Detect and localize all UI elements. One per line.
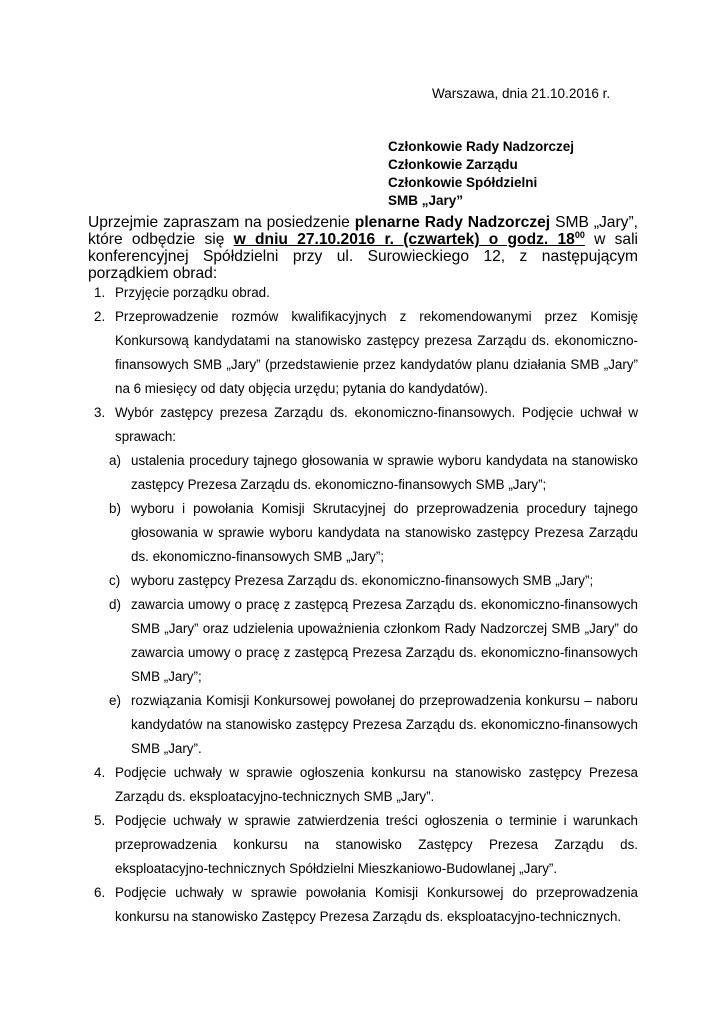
agenda-item — [88, 281, 638, 305]
agenda-item — [88, 305, 638, 401]
recipient-line: Członkowie Spółdzielni — [388, 175, 538, 190]
intro-text: Uprzejmie zapraszam na posiedzenie — [88, 214, 355, 231]
agenda-item-number: 5. — [94, 813, 106, 828]
subitem-letter: d) — [109, 597, 121, 612]
recipient-line: SMB „Jary” — [388, 193, 464, 208]
agenda-item-text: Wybór zastępcy prezesa Zarządu ds. ekonomiczno-finansowych. Podjęcie uchwał w sprawach: — [115, 405, 638, 444]
subitem-text: zawarcia umowy o pracę z zastępcą Prezesa Zarządu ds. ekonomiczno-finansowych SMB „Jary” oraz udzielenia upoważnienia członkom Rady Nadzorczej SMB „Jary” do zawarcia umowy o pracę z zastępcą Prezesa Zarządu ds. ekonomiczno-finansowych SMB „Jary”; — [131, 597, 638, 684]
agenda-subitem — [109, 689, 638, 761]
intro-text: w sali konferencyjnej Spółdzielni przy ul. Surowieckiego 12, z następującym porządkiem obrad: — [88, 231, 638, 282]
agenda-item-text: Podjęcie uchwały w sprawie powołania Komisji Konkursowej do przeprowadzenia konkursu na stanowisko Zastępcy Prezesa Zarządu ds. eksploatacyjno-technicznych. — [115, 885, 638, 924]
intro-text: SMB „Jary”, które odbędzie się — [88, 214, 638, 248]
agenda-sublist — [109, 449, 638, 761]
agenda-item-number: 2. — [94, 309, 106, 324]
date-line: Warszawa, dnia 21.10.2016 r. — [432, 86, 611, 101]
agenda-item-number: 6. — [94, 885, 106, 900]
agenda-item — [88, 401, 638, 761]
agenda-subitem — [109, 569, 638, 593]
agenda-list — [88, 281, 638, 929]
meeting-type: plenarne Rady Nadzorczej — [354, 214, 551, 231]
agenda-item — [88, 881, 638, 929]
recipient-line: Członkowie Zarządu — [388, 157, 518, 172]
recipient-line: Członkowie Rady Nadzorczej — [388, 139, 575, 154]
subitem-letter: b) — [109, 501, 121, 516]
subitem-letter: e) — [109, 693, 121, 708]
agenda-item-number: 4. — [94, 765, 106, 780]
recipients-block — [388, 138, 574, 210]
subitem-text: ustalenia procedury tajnego głosowania w sprawie wyboru kandydata na stanowisko zastępcy Prezesa Zarządu ds. ekonomiczno-finansowych SMB „Jary”; — [131, 453, 638, 492]
subitem-letter: c) — [109, 573, 121, 588]
agenda-subitem — [109, 593, 638, 689]
agenda-subitem — [109, 449, 638, 497]
agenda-item-number: 3. — [94, 405, 106, 420]
time-minutes: 00 — [574, 229, 585, 240]
agenda-item-number: 1. — [94, 285, 106, 300]
agenda-subitem — [109, 497, 638, 569]
agenda-item-text: Podjęcie uchwały w sprawie ogłoszenia konkursu na stanowisko zastępcy Prezesa Zarządu ds. eksploatacyjno-technicznych SMB „Jary”. — [115, 765, 638, 804]
agenda-item-text: Podjęcie uchwały w sprawie zatwierdzenia treści ogłoszenia o terminie i warunkach przeprowadzenia konkursu na stanowisko Zastępcy Prezesa Zarządu ds. eksploatacyjno-technicznych Spółdzielni Mieszkaniowo-Budowlanej „Jary”. — [115, 813, 638, 876]
agenda-item — [88, 761, 638, 809]
subitem-letter: a) — [109, 453, 121, 468]
agenda-item-text: Przyjęcie porządku obrad. — [115, 285, 270, 300]
subitem-text: rozwiązania Komisji Konkursowej powołanej do przeprowadzenia konkursu – naboru kandydatów na stanowisko zastępcy Prezesa Zarządu ds. ekonomiczno-finansowych SMB „Jary”. — [131, 693, 638, 756]
subitem-text: wyboru zastępcy Prezesa Zarządu ds. ekonomiczno-finansowych SMB „Jary”; — [131, 573, 594, 588]
invitation-paragraph — [88, 214, 638, 282]
agenda-item-text: Przeprowadzenie rozmów kwalifikacyjnych z rekomendowanymi przez Komisję Konkursową kandydatami na stanowisko zastępcy prezesa Zarządu ds. ekonomiczno-finansowych SMB „Jary” (przedstawienie przez kandydatów planu działania SMB „Jary” na 6 miesięcy od daty objęcia urzędu; pytania do kandydatów). — [115, 309, 638, 396]
agenda-item — [88, 809, 638, 881]
meeting-datetime: w dniu 27.10.2016 r. (czwartek) o godz. $18^{00}$ — [233, 229, 585, 248]
subitem-text: wyboru i powołania Komisji Skrutacyjnej do przeprowadzenia procedury tajnego głosowania w sprawie wyboru kandydata na stanowisko zastępcy Prezesa Zarządu ds. ekonomiczno-finansowych SMB „Jary”; — [131, 501, 638, 564]
